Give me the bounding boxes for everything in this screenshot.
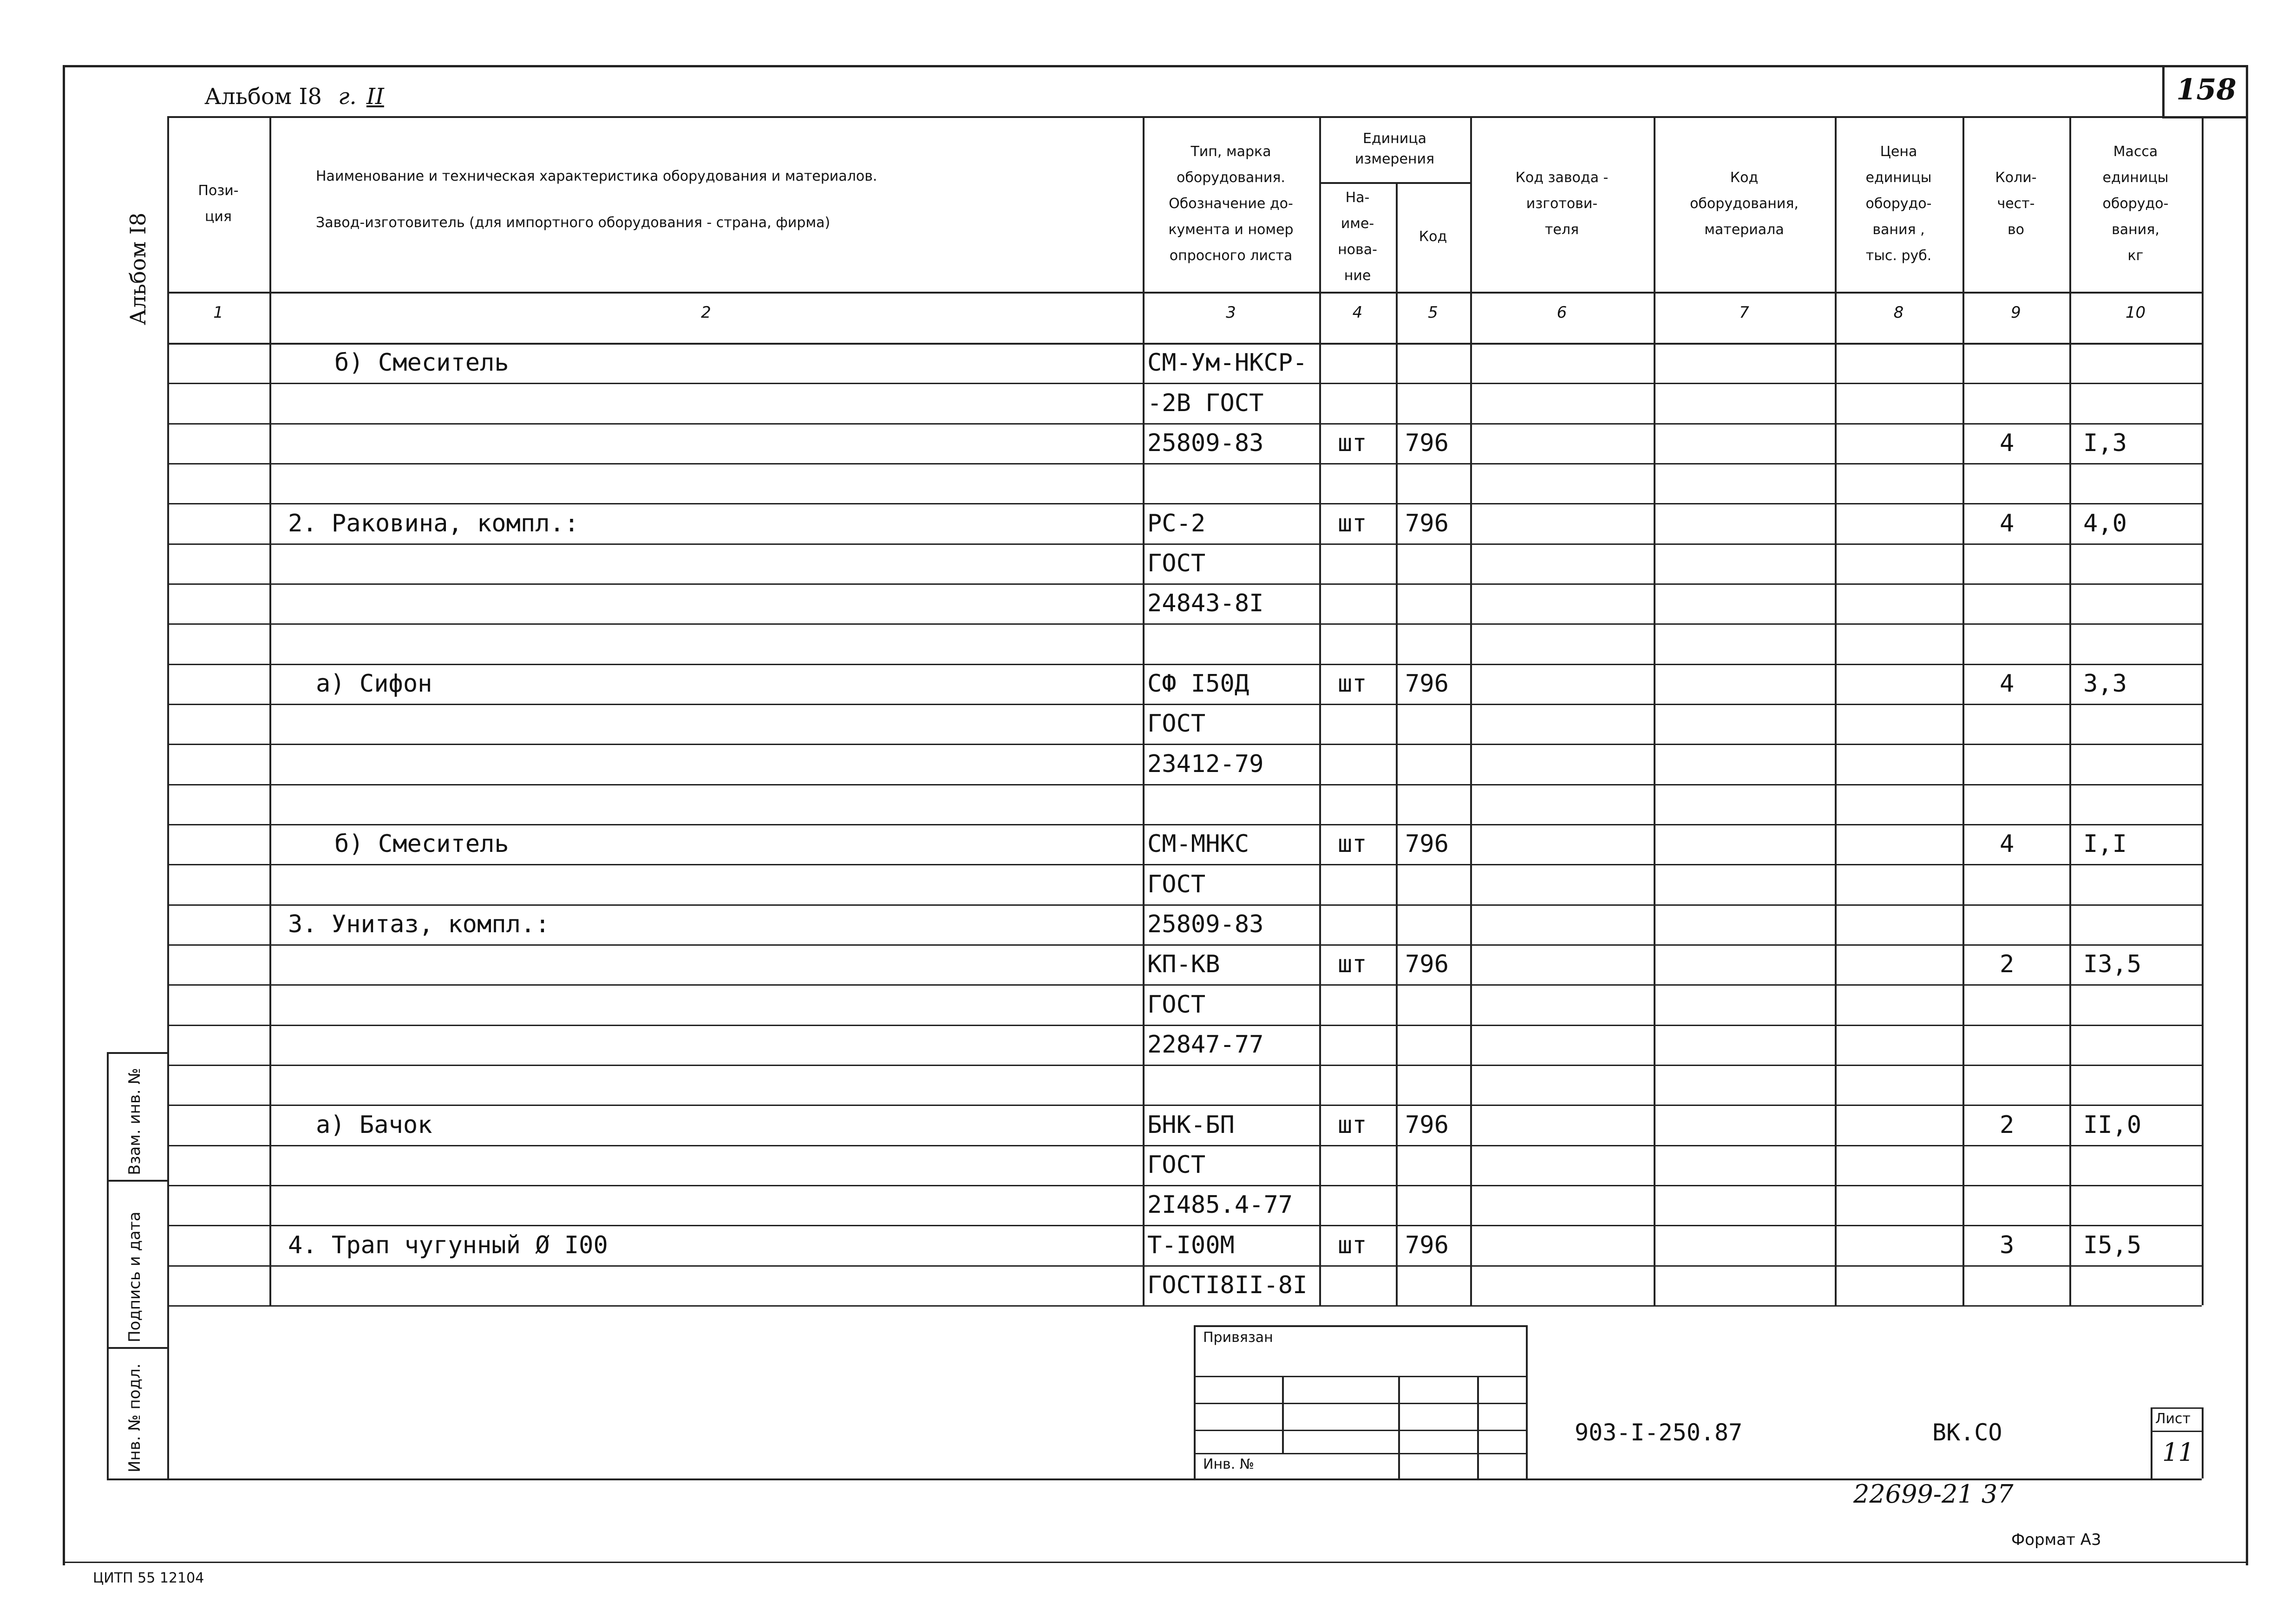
row-line <box>167 784 2202 785</box>
stamp-privyazan-left <box>1194 1325 1196 1478</box>
row-name: б) Смеситель <box>334 349 509 377</box>
column-number: 10 <box>2125 303 2146 322</box>
side-column-left <box>107 1052 109 1478</box>
column-header: Тип, марка оборудования. Обозначение до- кумента и номер опросного листа <box>1168 144 1294 264</box>
column-number: 1 <box>213 303 223 322</box>
row-type: 25809-83 <box>1147 429 1264 457</box>
side-box-top <box>107 1052 167 1054</box>
row-name: 4. Трап чугунный Ø I00 <box>288 1231 608 1259</box>
row-qty: 3 <box>2000 1231 2015 1259</box>
row-line <box>167 984 2202 986</box>
column-line <box>1396 182 1398 1305</box>
row-type: ГОСТ <box>1147 549 1206 577</box>
row-name: 3. Унитаз, компл.: <box>288 910 550 938</box>
row-line <box>167 463 2202 464</box>
album-vol: II <box>366 84 384 110</box>
stamp-privyazan-top <box>1194 1325 1526 1327</box>
sheet-top-number: 158 <box>2176 72 2237 106</box>
column-number: 4 <box>1352 303 1363 322</box>
row-mass: 3,3 <box>2083 669 2127 698</box>
row-mass: I5,5 <box>2083 1231 2142 1259</box>
row-type: СМ-Ум-НКСР- <box>1147 349 1308 377</box>
row-qty: 4 <box>2000 669 2015 698</box>
stamp-line-2 <box>1194 1403 1526 1404</box>
row-type: РС-2 <box>1147 509 1206 537</box>
row-name: 2. Раковина, компл.: <box>288 509 579 537</box>
row-code: 796 <box>1405 1111 1449 1139</box>
column-line <box>1319 116 1321 1305</box>
frame-bottom-line <box>63 1562 2248 1563</box>
handwritten-number: 22699-21 37 <box>1853 1479 2014 1509</box>
row-unit: шт <box>1338 509 1367 537</box>
stamp-vline-3 <box>1477 1376 1479 1478</box>
row-line <box>167 543 2202 545</box>
column-line <box>2202 116 2204 1305</box>
row-line <box>167 1105 2202 1106</box>
column-number: 5 <box>1428 303 1438 322</box>
column-header: На- име- нова- ние <box>1338 190 1377 284</box>
row-type: 24843-8I <box>1147 589 1264 618</box>
stamp-vline-2 <box>1398 1376 1400 1478</box>
unit-group-header: Единица измерения <box>1354 131 1435 167</box>
row-line <box>167 503 2202 504</box>
column-header: Пози- ция <box>198 183 239 225</box>
column-header: Код <box>1419 229 1447 245</box>
column-header: Масса единицы оборудо- вания, кг <box>2102 144 2169 264</box>
column-header: Коли- чест- во <box>1995 170 2037 238</box>
side-label-podpis: Подпись и дата <box>125 1211 144 1342</box>
column-number: 6 <box>1557 303 1567 322</box>
stamp-designation: 903-I-250.87 <box>1575 1419 1743 1446</box>
row-mass: I,3 <box>2083 429 2127 457</box>
row-qty: 4 <box>2000 509 2015 537</box>
row-unit: шт <box>1338 950 1367 979</box>
row-code: 796 <box>1405 950 1449 979</box>
row-line <box>167 1145 2202 1146</box>
list-box-top <box>2151 1407 2202 1409</box>
row-code: 796 <box>1405 669 1449 698</box>
side-label-inv: Инв. № подл. <box>125 1363 144 1472</box>
row-line <box>167 864 2202 865</box>
row-type: 23412-79 <box>1147 750 1264 778</box>
row-unit: шт <box>1338 669 1367 698</box>
column-header: Цена единицы оборудо- вания , тыс. руб. <box>1865 144 1932 264</box>
row-code: 796 <box>1405 830 1449 858</box>
row-line <box>167 623 2202 625</box>
album-vol-prefix: г. <box>338 84 357 110</box>
row-type: БНК-БП <box>1147 1111 1235 1139</box>
row-line <box>167 1185 2202 1186</box>
stamp-line-4 <box>1194 1453 1526 1454</box>
column-header: Код оборудования, материала <box>1690 170 1799 238</box>
column-header: Код завода - изготови- теля <box>1515 170 1609 238</box>
row-line <box>167 944 2202 946</box>
column-line <box>2069 116 2071 1305</box>
row-mass: I3,5 <box>2083 950 2142 979</box>
list-box-right <box>2202 1407 2204 1478</box>
row-code: 796 <box>1405 429 1449 457</box>
album-header <box>204 84 384 110</box>
row-type: ГОСТ <box>1147 990 1206 1019</box>
row-line <box>167 383 2202 384</box>
column-header: Наименование и техническая характеристика оборудования и материалов. Завод-изготовитель (для импортного оборудования - страна, фирма) <box>316 168 877 231</box>
column-line <box>269 116 271 1305</box>
row-type: 22847-77 <box>1147 1030 1264 1059</box>
list-box-mid <box>2151 1431 2202 1432</box>
column-line <box>1654 116 1655 1305</box>
stamp-privyazan-label: Привязан <box>1203 1329 1273 1346</box>
row-type: ГОСТ <box>1147 1151 1206 1179</box>
row-qty: 4 <box>2000 429 2015 457</box>
row-mass: I,I <box>2083 830 2127 858</box>
row-line <box>167 1265 2202 1267</box>
row-code: 796 <box>1405 1231 1449 1259</box>
stamp-line-3 <box>1194 1430 1526 1431</box>
album-title: Альбом I8 <box>204 84 322 110</box>
row-unit: шт <box>1338 429 1367 457</box>
stamp-vline-1 <box>1282 1376 1284 1453</box>
format-label: Формат А3 <box>2011 1531 2101 1549</box>
row-unit: шт <box>1338 1111 1367 1139</box>
row-line <box>167 904 2202 906</box>
row-type: 25809-83 <box>1147 910 1264 938</box>
column-line <box>1143 116 1145 1305</box>
sheet-number-box <box>2162 65 2248 118</box>
row-name: а) Бачок <box>316 1111 432 1139</box>
row-qty: 2 <box>2000 1111 2015 1139</box>
column-number: 9 <box>2011 303 2021 322</box>
stamp-line-1 <box>1194 1376 1526 1377</box>
row-unit: шт <box>1338 830 1367 858</box>
row-type: ГОСТ <box>1147 710 1206 738</box>
side-box-div1 <box>107 1180 167 1182</box>
row-line <box>167 744 2202 745</box>
row-code: 796 <box>1405 509 1449 537</box>
row-name: б) Смеситель <box>334 830 509 858</box>
number-row-bottom-line <box>167 343 2202 345</box>
stamp-list-number: 11 <box>2162 1438 2194 1467</box>
stamp-inv-label: Инв. № <box>1203 1456 1255 1472</box>
side-box-bottom <box>107 1478 167 1480</box>
row-line <box>167 1225 2202 1226</box>
row-line <box>167 704 2202 705</box>
row-line <box>167 1305 2202 1307</box>
stamp-privyazan-right <box>1526 1325 1528 1478</box>
row-line <box>167 583 2202 585</box>
column-line <box>1962 116 1964 1305</box>
side-label-vzam: Взам. инв. № <box>125 1068 144 1175</box>
row-line <box>167 664 2202 665</box>
footer-code: ЦИТП 55 12104 <box>93 1570 204 1586</box>
column-number: 7 <box>1739 303 1749 322</box>
row-qty: 4 <box>2000 830 2015 858</box>
row-type: СМ-МНКС <box>1147 830 1249 858</box>
header-bottom-line <box>167 292 2202 294</box>
row-type: КП-КВ <box>1147 950 1220 979</box>
row-mass: 4,0 <box>2083 509 2127 537</box>
side-album-label: Альбом I8 <box>125 212 150 325</box>
row-type: СФ I50Д <box>1147 669 1249 698</box>
side-box-div2 <box>107 1347 167 1349</box>
row-qty: 2 <box>2000 950 2015 979</box>
column-line <box>1470 116 1472 1305</box>
column-number: 3 <box>1226 303 1236 322</box>
row-line <box>167 824 2202 825</box>
row-type: ГОСТI8II-8I <box>1147 1271 1308 1299</box>
row-type: ГОСТ <box>1147 870 1206 898</box>
row-line <box>167 1065 2202 1066</box>
row-line <box>167 1025 2202 1026</box>
row-name: а) Сифон <box>316 669 432 698</box>
stamp-list-label: Лист <box>2155 1411 2191 1427</box>
stamp-mark: ВК.СО <box>1932 1419 2002 1446</box>
column-line <box>1835 116 1837 1305</box>
row-type: Т-I00М <box>1147 1231 1235 1259</box>
row-mass: II,0 <box>2083 1111 2142 1139</box>
row-type: 2I485.4-77 <box>1147 1191 1293 1219</box>
column-number: 2 <box>701 303 711 322</box>
row-unit: шт <box>1338 1231 1367 1259</box>
list-box-left <box>2151 1407 2152 1478</box>
row-type: -2В ГОСТ <box>1147 389 1264 417</box>
row-line <box>167 423 2202 425</box>
column-number: 8 <box>1893 303 1904 322</box>
